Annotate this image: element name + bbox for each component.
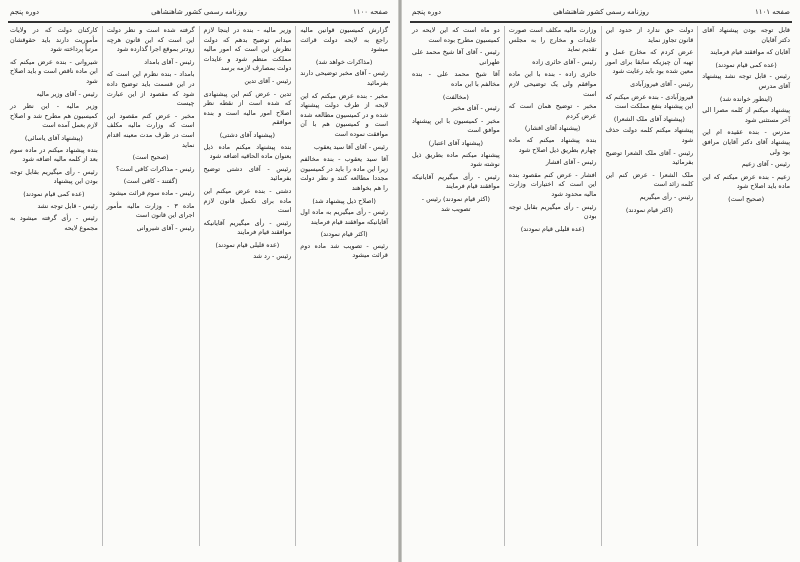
text-column: [601, 26, 698, 546]
page-number: صفحه ۱۱۰۰: [352, 8, 388, 16]
paragraph: آقا سید یعقوب - بنده مخالفم زیرا این ماده را باید در کمیسیون مجددا مطالعه کنند و نظر دولت را هم بخواهند: [300, 155, 388, 192]
paragraph: (پیشنهاد آقای افشار): [524, 124, 581, 133]
page-header: [10, 8, 388, 20]
paragraph: (اکثر قیام نمودند): [625, 205, 673, 214]
paragraph: رئیس - آقای تدین: [244, 76, 292, 85]
newspaper-title: روزنامه رسمی کشور شاهنشاهی: [553, 8, 649, 16]
paragraph: مخبر - کمیسیون با این پیشنهاد موافق است: [412, 116, 500, 135]
paragraph: (پیشنهاد آقای ملک الشعرا): [613, 114, 685, 123]
paragraph: عرض کردم که مخارج عمل و تهیه آن چیزیکه سابقا برای امور معین شده بود باید رعایت شود: [605, 48, 694, 76]
paragraph: (صحیح است): [132, 153, 169, 162]
paragraph: گرفته شده است و نظر دولت این است که این قانون هرچه زودتر بموقع اجرا گذارده شود: [106, 26, 195, 54]
text-column: [6, 26, 102, 546]
paragraph: (گفتند - کافی است): [123, 177, 178, 186]
paragraph: پیشنهاد میکنم ماده بطریق ذیل نوشته شود: [412, 150, 500, 169]
text-columns: [6, 26, 392, 546]
header-rule: [8, 21, 390, 23]
paragraph: تدین - عرض کنم این پیشنهادی که شده است از نقطه نظر اصلاح امور مالیه است و بنده موافقم: [203, 89, 292, 127]
paragraph: مخبر - عرض کنم مقصود این است که وزارت مالیه مکلف است در ظرف مدت معینه اقدام نماید: [106, 111, 195, 149]
paragraph: رئیس - رأی میگیریم بقابل توجه بودن: [508, 202, 597, 221]
paragraph: (اکثر قیام نمودند): [320, 230, 368, 239]
paragraph: گزارش کمیسیون قوانین مالیه راجع به لایحه دولت قرائت میشود: [300, 26, 388, 54]
text-columns: [408, 26, 794, 546]
paragraph: رئیس - آقای ملک الشعرا توضیح بفرمائید: [605, 148, 694, 167]
paragraph: رئیس - آقای آقا سید یعقوب: [313, 142, 388, 151]
paragraph: رئیس - تصویب شد ماده دوم قرائت میشود: [300, 241, 388, 260]
paragraph: (صحیح است): [728, 194, 765, 203]
paragraph: ملک الشعرا - عرض کنم این کلمه زائد است: [605, 170, 694, 189]
paragraph: رئیس - آقای مخبر توضیحی دارند بفرمائید: [300, 69, 388, 87]
paragraph: زعیم - بنده عرض میکنم که این ماده باید اصلاح شود: [702, 172, 790, 191]
paragraph: آقا شیخ محمد علی - بنده مخالفم با این ماده: [412, 70, 500, 88]
newspaper-title: روزنامه رسمی کشور شاهنشاهی: [151, 8, 247, 16]
paragraph: رئیس - آقای دشتی توضیح بفرمائید: [203, 164, 292, 183]
paragraph: بنده پیشنهاد میکنم ماده ذیل بعنوان ماده الحاقیه اضافه شود: [203, 142, 292, 161]
paragraph: دشتی - بنده عرض میکنم این ماده برای تکمیل قانون لازم است: [203, 186, 292, 215]
paragraph: قابل توجه بودن پیشنهاد آقای دکتر آقایان: [702, 26, 790, 44]
paragraph: مخبر - بنده عرض میکنم که این لایحه از طرف دولت پیشنهاد شده و در کمیسیون مطالعه شده است و کمیسیون هم با آن موافقت نموده است: [300, 91, 388, 138]
paragraph: بامداد - بنده نظرم این است که در این قسمت باید توضیح داده شود که مقصود از این عبارت چیست: [106, 70, 195, 108]
paragraph: (عده قلیلی قیام نمودند): [520, 224, 585, 233]
paragraph: (مذاکرات خواهد شد): [315, 57, 373, 66]
paragraph: رئیس - ماده سوم قرائت میشود: [109, 188, 195, 197]
paragraph: مخبر - توضیح همان است که عرض کردم: [508, 102, 597, 120]
paragraph: پیشنهاد میکنم از کلمه مصرا الی آخر مستثنی شود: [702, 106, 790, 124]
paragraph: وزیر مالیه - این نظر در کمیسیون هم مطرح شد و اصلاح لازم بعمل آمده است: [10, 102, 98, 130]
paragraph: رئیس - آقای مخبر: [451, 104, 500, 113]
paragraph: بنده پیشنهاد میکنم که ماده چهارم بطریق ذیل اصلاح شود: [508, 135, 597, 154]
paragraph: (عده کمی قیام نمودند): [715, 60, 777, 69]
header-rule: [410, 21, 792, 23]
paragraph: وزارت مالیه مکلف است صورت عایدات و مخارج را به مجلس تقدیم نماید: [508, 26, 597, 54]
text-column: [102, 26, 199, 546]
right-page: [402, 0, 800, 562]
paragraph: (مخالفت): [442, 92, 469, 101]
paragraph: رئیس - رأی میگیریم آقایانیکه موافقند قیام فرمایند: [412, 172, 500, 191]
paragraph: فیروزآبادی - بنده عرض میکنم که این پیشنهاد بنفع مملکت است: [605, 92, 694, 111]
paragraph: دولت حق ندارد از حدود این قانون تجاوز نماید: [605, 26, 694, 44]
left-page: [0, 0, 398, 562]
paragraph: رئیس - آقای زعیم: [741, 160, 790, 169]
text-column: [697, 26, 794, 546]
paragraph: (پیشنهاد آقای یاسائی): [24, 133, 83, 142]
paragraph: رئیس - رأی میگیریم آقایانیکه موافقند قیام فرمایند: [203, 218, 292, 237]
paragraph: رئیس - آقای فیروزآبادی: [630, 79, 694, 88]
paragraph: شیروانی - بنده عرض میکنم که این ماده ناقص است و باید اصلاح شود: [10, 57, 98, 85]
paragraph: رئیس - رأی میگیریم به ماده اول آقایانیکه موافقند قیام فرمایند: [300, 208, 388, 226]
series-label: دوره پنجم: [10, 8, 40, 16]
page-header: [412, 8, 790, 20]
paragraph: (عده قلیلی قیام نمودند): [215, 240, 280, 249]
paragraph: آقایان که موافقند قیام فرمایند: [710, 48, 790, 57]
paragraph: رئیس - رأی میگیریم: [639, 192, 694, 201]
paragraph: (اکثر قیام نمودند) رئیس - تصویب شد: [421, 194, 491, 213]
paragraph: رئیس - آقای بامداد: [144, 57, 195, 66]
paragraph: رئیس - قابل توجه نشد پیشنهاد آقای مدرس: [702, 72, 790, 90]
paragraph: افشار - عرض کنم مقصود بنده این است که اختیارات وزارت مالیه محدود شود: [508, 170, 597, 198]
paragraph: ماده ۳ - وزارت مالیه مأمور اجرای این قانون است: [106, 201, 195, 220]
paragraph: رئیس - رأی میگیریم بقابل توجه بودن این پیشنهاد: [10, 167, 98, 186]
paragraph: (اصلاح ذیل پیشنهاد شد): [312, 196, 376, 205]
paragraph: وزیر مالیه - بنده در اینجا لازم میدانم توضیح بدهم که دولت نظرش این است که امور مالیه مملکت منظم شود و عایدات دولت بمصارف لازمه برسد: [203, 26, 292, 73]
text-column: [504, 26, 601, 546]
paragraph: رئیس - رأی گرفته میشود به مجموع لایحه: [10, 214, 98, 232]
paragraph: بنده پیشنهاد میکنم در ماده سوم بعد از کلمه مالیه اضافه شود: [10, 145, 98, 164]
paragraph: رئیس - مذاکرات کافی است؟: [116, 164, 195, 173]
paragraph: (اینطور خوانده شد): [719, 94, 773, 103]
paragraph: حائری زاده - بنده با این ماده موافقم ولی یک توضیحی لازم است: [508, 70, 597, 98]
paragraph: رئیس - آقای افشار: [545, 158, 597, 167]
paragraph: رئیس - آقای وزیر مالیه: [36, 89, 98, 98]
series-label: دوره پنجم: [412, 8, 442, 16]
text-column: [408, 26, 504, 546]
paragraph: رئیس - آقای آقا شیخ محمد علی طهرانی: [412, 48, 500, 66]
paragraph: مدرس - بنده عقیده ام این پیشنهاد آقای دکتر آقایان مرافق بود ولی: [702, 128, 790, 156]
paragraph: (عده کمی قیام نمودند): [23, 189, 85, 198]
paragraph: رئیس - رد شد: [253, 252, 292, 261]
text-column: [199, 26, 296, 546]
paragraph: (پیشنهاد آقای دشتی): [219, 130, 276, 139]
page-number: صفحه ۱۱۰۱: [754, 8, 790, 16]
paragraph: دو ماه است که این لایحه در کمیسیون مطرح بوده است: [412, 26, 500, 44]
paragraph: کارکنان دولت که در ولایات مأموریت دارند باید حقوقشان مرتباً پرداخته شود: [10, 26, 98, 54]
text-column: [295, 26, 392, 546]
paragraph: پیشنهاد میکنم کلمه دولت حذف شود: [605, 126, 694, 144]
paragraph: (پیشنهاد آقای اعتبار): [428, 138, 484, 147]
paragraph: رئیس - قابل توجه نشد: [37, 201, 98, 210]
paragraph: رئیس - آقای حائری زاده: [532, 57, 597, 66]
paragraph: رئیس - آقای شیروانی: [136, 223, 195, 232]
